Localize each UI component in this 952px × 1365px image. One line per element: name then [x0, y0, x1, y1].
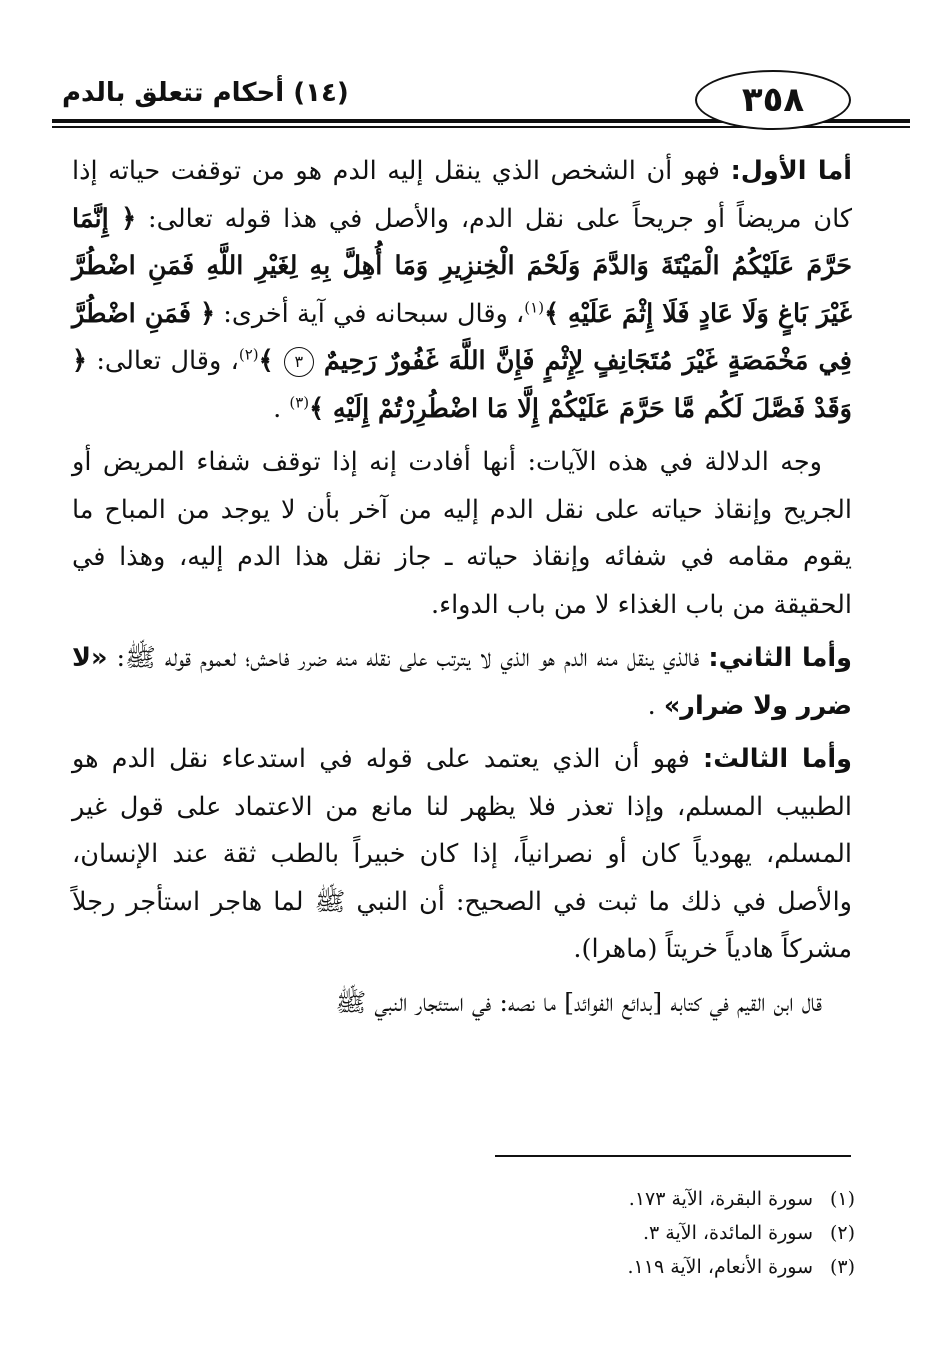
- footnote-text: سورة المائدة، الآية ٣.: [642, 1222, 813, 1244]
- paragraph-text: فهو أن الذي يعتمد على قوله في استدعاء نقل الدم هو الطبيب المسلم، وإذا تعذر فلا يظهر لنا مانع من الاعتماد على قول غير المسلم، يهودياً كان أو نصرانياً، إذا كان خبيراً بالطب ثقة عند الإنسان، والأصل في ذلك ما ثبت في الصحيح: أن النبي ﷺ لما هاجر استأجر رجلاً مشركاً هادياً خريتاً (ماهرا).: [72, 744, 852, 964]
- footnote-item: [400, 1182, 855, 1216]
- quran-verse: ﴿ إِنَّمَا حَرَّمَ عَلَيْكُمُ الْمَيْتَةَ وَالدَّمَ وَلَحْمَ الْخِنزِيرِ وَمَا أُهِلَّ بِهِ لِغَيْرِ اللَّهِ فَمَنِ اضْطُرَّ غَيْرَ بَاغٍ وَلَا عَادٍ فَلَا إِثْمَ عَلَيْهِ ﴾: [72, 203, 853, 329]
- page-number: ٣٥٨: [695, 70, 851, 130]
- paragraph-ibn-qayyim: قال ابن القيم في كتابه [بدائع الفوائد] ما نصه: في استئجار النبي ﷺ: [335, 987, 822, 1018]
- footnote-text: سورة البقرة، الآية ١٧٣.: [628, 1188, 813, 1210]
- paragraph-evidence: وجه الدلالة في هذه الآيات: أنها أفادت إنه إذا توقف شفاء المريض أو الجريح وإنقاذ حياته على نقل الدم إليه من آخر بأن لا يوجد من المباح ما يقوم مقامه في شفائه وإنقاذ حياته ـ جاز نقل هذا الدم إليه، وهذا في الحقيقة من باب الغذاء لا من باب الدواء.: [72, 447, 852, 620]
- paragraph-lead: وأما الثالث:: [703, 744, 852, 774]
- footnote-ref[interactable]: (٣): [289, 393, 310, 411]
- footnote-number: (٢): [829, 1222, 855, 1244]
- ayah-number-mark: ٣: [284, 347, 314, 377]
- page-header: [52, 62, 910, 124]
- main-text: [72, 148, 852, 1033]
- paragraph-text: .: [647, 690, 664, 721]
- hadith-quote: «لا ضرر ولا ضرار»: [72, 643, 852, 721]
- footnote-ref[interactable]: (١): [524, 298, 545, 316]
- footnote-number: (١): [829, 1188, 855, 1210]
- paragraph-text: .: [273, 393, 290, 424]
- paragraph-text: ، وقال سبحانه في آية أخرى:: [215, 298, 525, 329]
- paragraph-lead: أما الأول:: [730, 156, 852, 186]
- paragraph-text: فالذي ينقل منه الدم هو الذي لا يترتب على نقله منه ضرر فاحش؛ لعموم قوله ﷺ:: [107, 643, 709, 673]
- paragraph-second-condition: [72, 635, 852, 730]
- paragraph-first-condition: [72, 148, 852, 433]
- quran-verse: ﴿ وَقَدْ فَصَّلَ لَكُم مَّا حَرَّمَ عَلَيْكُمْ إِلَّا مَا اضْطُرِرْتُمْ إِلَيْهِ ﴾: [72, 346, 852, 424]
- footnote-separator: [495, 1155, 851, 1157]
- footnote-text: سورة الأنعام، الآية ١١٩.: [627, 1256, 813, 1278]
- paragraph-lead: وأما الثاني:: [708, 643, 853, 673]
- footnote-ref[interactable]: (٢): [238, 345, 259, 364]
- footnote-number: (٣): [829, 1256, 855, 1278]
- footnotes: [400, 1182, 855, 1284]
- quran-verse-end: ﴾: [258, 346, 284, 376]
- paragraph-text: فهو أن الشخص الذي ينقل إليه الدم هو من توقفت حياته إذا كان مريضاً أو جريحاً على نقل الدم، والأصل في هذا قوله تعالى:: [72, 156, 852, 234]
- paragraph-third-condition: [72, 736, 852, 974]
- footnote-item: [400, 1216, 855, 1250]
- paragraph-text: ، وقال تعالى:: [86, 346, 239, 376]
- footnote-item: [400, 1250, 855, 1284]
- quran-verse: ﴿ فَمَنِ اضْطُرَّ فِي مَخْمَصَةٍ غَيْرَ مُتَجَانِفٍ لِإِثْمٍ فَإِنَّ اللَّهَ غَفُورٌ رَحِيمٌ: [72, 298, 852, 376]
- running-title: (١٤) أحكام تتعلق بالدم: [62, 78, 349, 108]
